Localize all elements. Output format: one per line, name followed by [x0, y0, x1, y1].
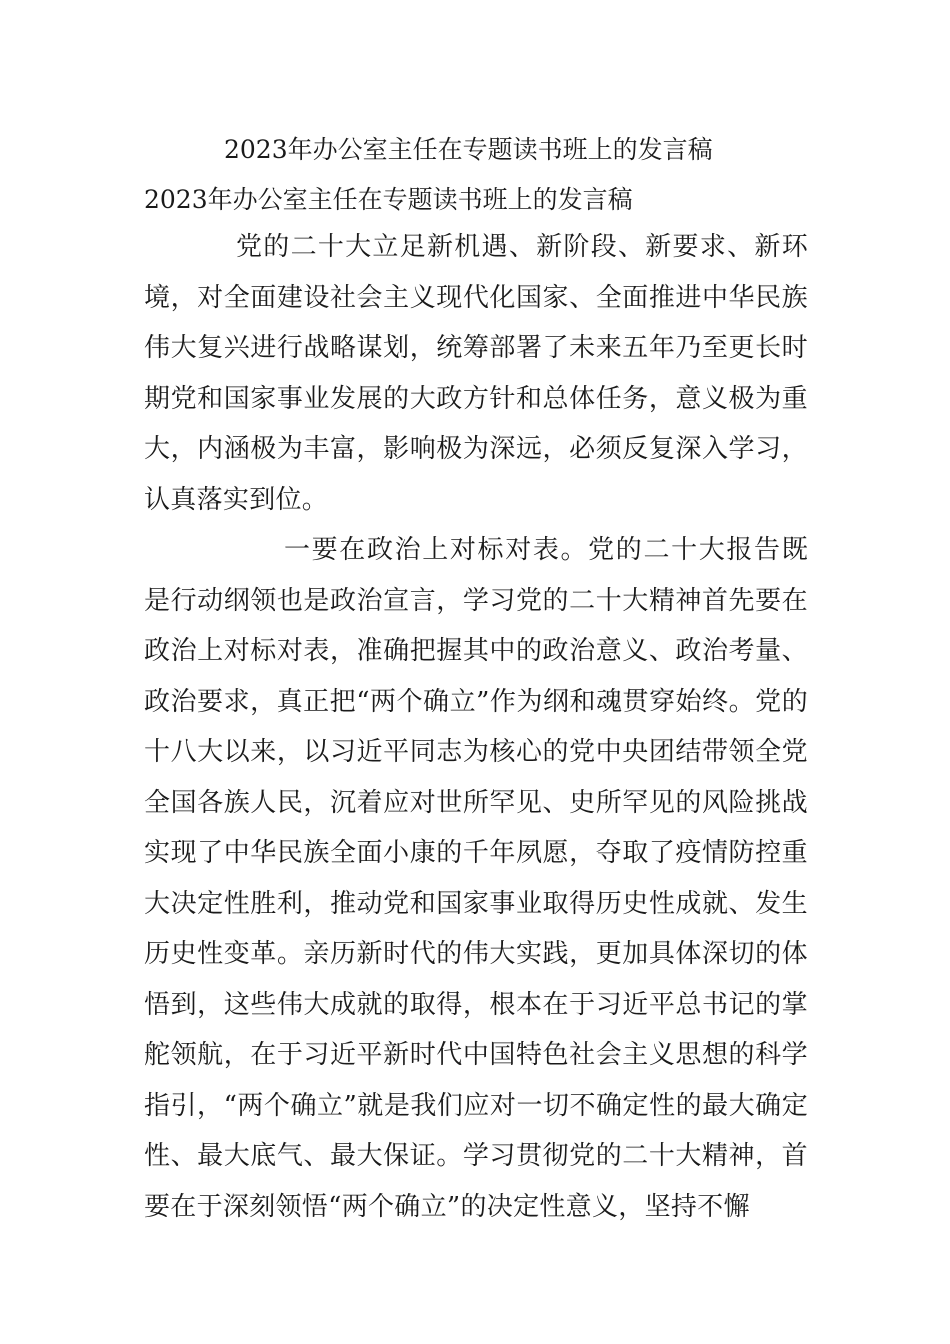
document-title-centered: 2023年办公室主任在专题读书班上的发言稿 — [224, 135, 713, 164]
paragraph-political-alignment: 一要在政治上对标对表。党的二十大报告既是行动纲领也是政治宣言，学习党的二十大精神首先要在政治上对标对表，准确把握其中的政治意义、政治考量、政治要求，真正把“两个确立”作为纲和魂贯穿始终。党的十八大以来，以习近平同志为核心的党中央团结带领全党全国各族人民，沉着应对世所罕见、史所罕见的风险挑战实现了中华民族全面小康的千年夙愿，夺取了疫情防控重大决定性胜利，推动党和国家事业取得历史性成就、发生历史性变革。亲历新时代的伟大实践，更加具体深切的体悟到，这些伟大成就的取得，根本在于习近平总书记的掌舵领航，在于习近平新时代中国特色社会主义思想的科学指引，“两个确立”就是我们应对一切不确定性的最大确定性、最大底气、最大保证。学习贯彻党的二十大精神，首要在于深刻领悟“两个确立”的决定性意义，坚持不懈 — [144, 535, 808, 1222]
paragraph-intro: 党的二十大立足新机遇、新阶段、新要求、新环境，对全面建设社会主义现代化国家、全面推进中华民族伟大复兴进行战略谋划，统筹部署了未来五年乃至更长时期党和国家事业发展的大政方针和总体任务，意义极为重大，内涵极为丰富，影响极为深远，必须反复深入学习，认真落实到位。 — [144, 232, 808, 515]
document-title-left: 2023年办公室主任在专题读书班上的发言稿 — [144, 185, 633, 214]
